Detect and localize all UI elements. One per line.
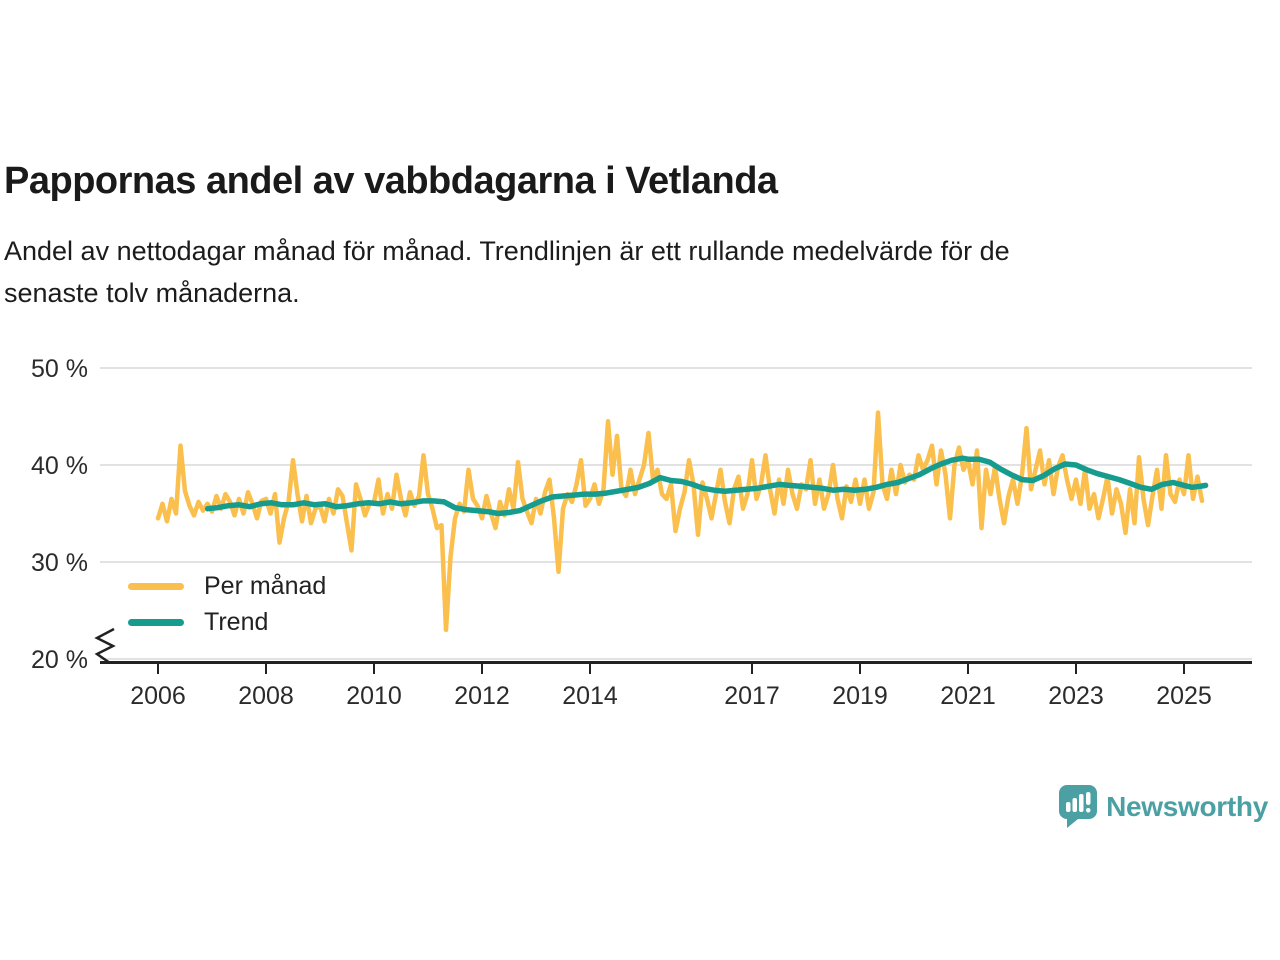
y-tick-label-20: 20 % <box>31 646 88 674</box>
x-tick-label-2017: 2017 <box>724 682 780 710</box>
per-manad-swatch <box>128 583 184 590</box>
x-tick-label-2012: 2012 <box>454 682 510 710</box>
x-tick-label-2023: 2023 <box>1048 682 1104 710</box>
x-tick-label-2010: 2010 <box>346 682 402 710</box>
newsworthy-logo-icon <box>1059 785 1097 829</box>
page-title: Pappornas andel av vabbdagarna i Vetlanda <box>4 160 778 203</box>
x-tick-label-2019: 2019 <box>832 682 888 710</box>
page-subtitle <box>4 230 1010 314</box>
x-tick-label-2014: 2014 <box>562 682 618 710</box>
trend-label: Trend <box>204 607 269 636</box>
chart-area <box>0 330 1280 730</box>
y-tick-label-40: 40 % <box>31 452 88 480</box>
x-tick-label-2025: 2025 <box>1156 682 1212 710</box>
trend-swatch <box>128 619 184 626</box>
per-manad-label: Per månad <box>204 571 327 600</box>
vab-share-chart <box>0 330 1280 730</box>
y-tick-label-50: 50 % <box>31 355 88 383</box>
x-tick-label-2008: 2008 <box>238 682 294 710</box>
newsworthy-logo <box>1059 784 1268 830</box>
legend-item-per-manad <box>128 572 326 600</box>
y-tick-label-30: 30 % <box>31 549 88 577</box>
subtitle-line-2: senaste tolv månaderna. <box>4 278 300 309</box>
legend-item-trend <box>128 608 268 636</box>
newsworthy-logo-text: Newsworthy <box>1106 791 1268 822</box>
subtitle-line-1: Andel av nettodagar månad för månad. Trendlinjen är ett rullande medelvärde för de <box>4 236 1010 266</box>
axis-break-icon <box>97 629 114 663</box>
x-tick-label-2006: 2006 <box>130 682 186 710</box>
x-tick-label-2021: 2021 <box>940 682 996 710</box>
